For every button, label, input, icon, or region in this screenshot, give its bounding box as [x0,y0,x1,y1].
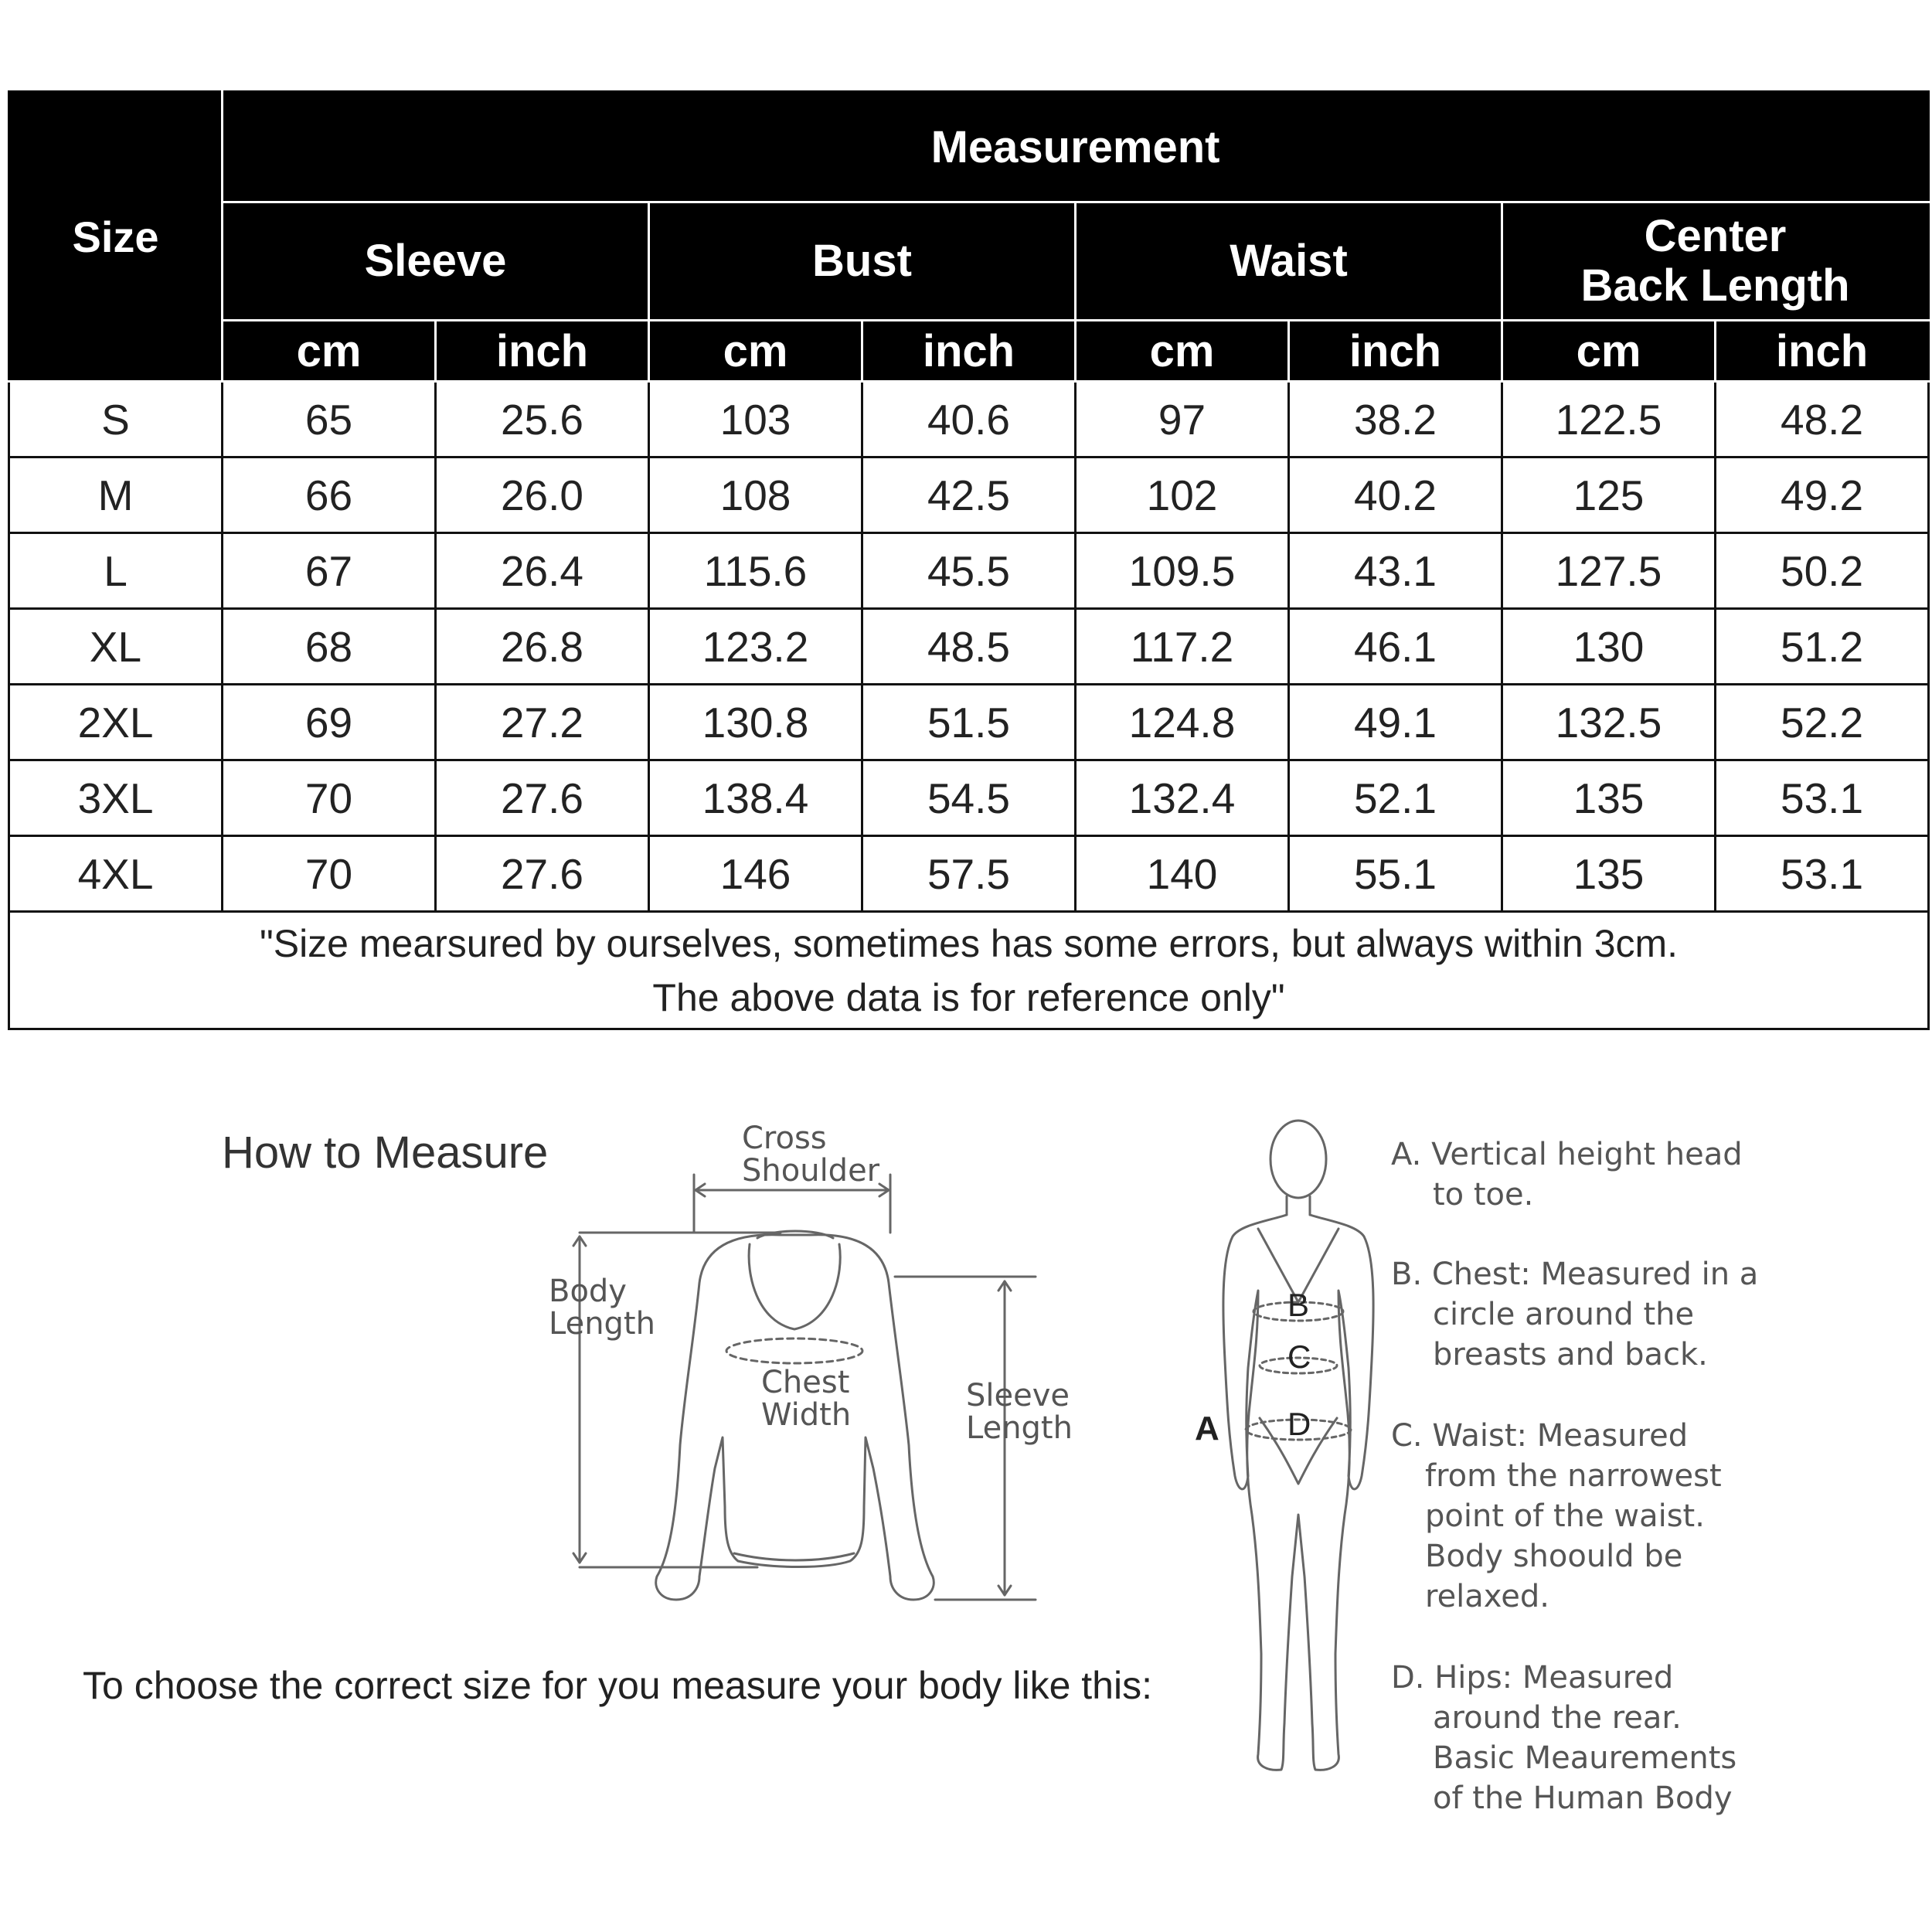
measurement-cell: 42.5 [862,457,1076,533]
measurement-cell: 66 [223,457,436,533]
unit-header: cm [1076,321,1289,382]
size-cell: 4XL [9,836,223,912]
size-cell: XL [9,609,223,685]
measurement-cell: 70 [223,836,436,912]
group-header-center-back-length: Center Back Length [1502,202,1929,321]
chest-width-label: Chest Width [761,1365,852,1433]
body-label-a: A [1195,1410,1219,1447]
measurement-cell: 123.2 [649,609,862,685]
measurement-cell: 102 [1076,457,1289,533]
size-note [9,912,1929,1029]
measurement-header: Measurement [223,92,1929,202]
measurement-cell: 50.2 [1716,533,1929,609]
group-header-waist: Waist [1076,202,1502,321]
instruction-d [1391,1658,1886,1818]
instruction-line: C. Waist: Measured [1391,1418,1689,1454]
size-cell: M [9,457,223,533]
size-chart-table [8,90,1930,1030]
measurement-cell: 26.8 [436,609,649,685]
body-label-d: D [1287,1406,1311,1442]
group-header-bust: Bust [649,202,1076,321]
measurement-cell: 138.4 [649,760,862,836]
body-label-c: C [1287,1338,1311,1375]
measurement-cell: 27.6 [436,836,649,912]
measurement-cell: 132.5 [1502,685,1716,760]
measurement-cell: 117.2 [1076,609,1289,685]
table-row [9,685,1929,760]
measurement-cell: 43.1 [1289,533,1502,609]
instruction-line: from the narrowest [1425,1458,1722,1494]
unit-header: cm [1502,321,1716,382]
measurement-cell: 130 [1502,609,1716,685]
instruction-line: relaxed. [1425,1579,1549,1614]
measurement-cell: 38.2 [1289,382,1502,457]
instruction-line: to toe. [1433,1177,1534,1213]
measurement-cell: 55.1 [1289,836,1502,912]
size-cell: 3XL [9,760,223,836]
measurement-cell: 51.2 [1716,609,1929,685]
table-row [9,760,1929,836]
measurement-cell: 135 [1502,836,1716,912]
instruction-line: Body shoould be [1425,1539,1683,1574]
measurement-cell: 65 [223,382,436,457]
measurement-cell: 103 [649,382,862,457]
measurement-cell: 51.5 [862,685,1076,760]
body-label-b: B [1287,1287,1310,1323]
measurement-cell: 146 [649,836,862,912]
size-cell: 2XL [9,685,223,760]
group-header-sleeve: Sleeve [223,202,649,321]
measurement-cell: 49.2 [1716,457,1929,533]
note-line: The above data is for reference only" [652,975,1285,1019]
measurement-cell: 26.4 [436,533,649,609]
instruction-a [1391,1134,1886,1215]
measurement-cell: 53.1 [1716,760,1929,836]
cross-shoulder-label: Cross Shoulder [742,1121,880,1189]
size-header: Size [9,92,223,382]
unit-header: cm [223,321,436,382]
measurement-cell: 52.1 [1289,760,1502,836]
measurement-cell: 49.1 [1289,685,1502,760]
unit-header: cm [649,321,862,382]
note-row [9,912,1929,1029]
measurement-cell: 40.2 [1289,457,1502,533]
instruction-line: D. Hips: Measured [1391,1660,1674,1696]
measurement-cell: 67 [223,533,436,609]
instruction-line: of the Human Body [1433,1781,1733,1816]
unit-header: inch [862,321,1076,382]
measurement-cell: 124.8 [1076,685,1289,760]
measurement-cell: 27.6 [436,760,649,836]
measurement-cell: 122.5 [1502,382,1716,457]
table-row [9,836,1929,912]
table-row [9,533,1929,609]
instruction-line: B. Chest: Measured in a [1391,1257,1759,1292]
measurement-cell: 115.6 [649,533,862,609]
measurement-cell: 48.2 [1716,382,1929,457]
measurement-cell: 27.2 [436,685,649,760]
measurement-cell: 57.5 [862,836,1076,912]
measurement-cell: 69 [223,685,436,760]
instruction-c [1391,1416,1886,1617]
measurement-cell: 109.5 [1076,533,1289,609]
instruction-line: breasts and back. [1433,1337,1708,1372]
size-cell: L [9,533,223,609]
sleeve-length-label: Sleeve Length [966,1378,1073,1446]
instruction-line: around the rear. [1433,1700,1682,1736]
table-row [9,609,1929,685]
unit-header: inch [1716,321,1929,382]
instruction-line: point of the waist. [1425,1498,1705,1534]
measurement-cell: 135 [1502,760,1716,836]
measurement-cell: 46.1 [1289,609,1502,685]
measurement-cell: 127.5 [1502,533,1716,609]
measurement-cell: 108 [649,457,862,533]
table-row [9,382,1929,457]
measurement-cell: 140 [1076,836,1289,912]
table-row [9,457,1929,533]
choose-size-text: To choose the correct size for you measure your body like this: [83,1664,1152,1707]
instruction-line: A. Vertical height head [1391,1137,1743,1172]
table-header [9,92,1929,382]
human-body-diagram [1175,1113,1422,1793]
measurement-cell: 130.8 [649,685,862,760]
how-to-measure-title: How to Measure [222,1128,549,1178]
measurement-cell: 40.6 [862,382,1076,457]
instruction-b [1391,1254,1886,1375]
measurement-cell: 45.5 [862,533,1076,609]
body-length-label: Body Length [549,1274,655,1342]
table-body [9,382,1929,1029]
unit-header: inch [436,321,649,382]
measurement-cell: 97 [1076,382,1289,457]
measurement-cell: 68 [223,609,436,685]
measurement-cell: 132.4 [1076,760,1289,836]
measurement-cell: 25.6 [436,382,649,457]
measurement-cell: 54.5 [862,760,1076,836]
measurement-cell: 48.5 [862,609,1076,685]
measurement-cell: 26.0 [436,457,649,533]
instruction-line: circle around the [1433,1297,1695,1332]
measurement-cell: 53.1 [1716,836,1929,912]
measurement-cell: 70 [223,760,436,836]
measurement-cell: 52.2 [1716,685,1929,760]
note-line: "Size mearsured by ourselves, sometimes has some errors, but always within 3cm. [259,921,1679,965]
size-cell: S [9,382,223,457]
measurement-cell: 125 [1502,457,1716,533]
unit-header: inch [1289,321,1502,382]
instruction-line: Basic Meaurements [1433,1740,1737,1776]
